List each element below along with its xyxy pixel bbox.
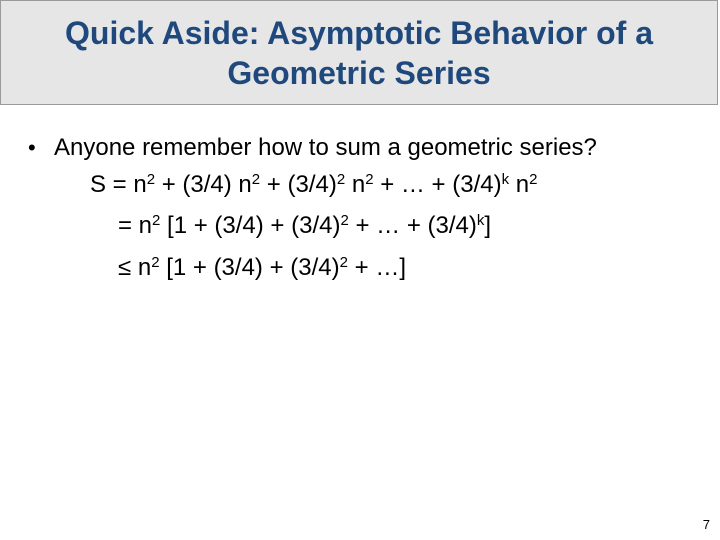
eq1-part-2: + (3/4) n <box>155 171 252 198</box>
eq3-part-1: ≤ n <box>118 254 152 281</box>
eq1-part-6: n <box>509 171 530 198</box>
eq1-part-4: n <box>345 171 366 198</box>
eq2-sup-3: k <box>476 211 485 229</box>
eq3-sup-2: 2 <box>339 253 348 271</box>
eq3-sup-1: 2 <box>151 253 160 271</box>
eq1-sup-2: 2 <box>251 170 261 188</box>
eq1-part-1: S = n <box>90 171 147 198</box>
equation-line-1 <box>90 170 537 200</box>
eq2-part-3: + … + (3/4) <box>348 212 477 239</box>
eq3-part-2: [1 + (3/4) + (3/4) <box>159 254 340 281</box>
eq1-sup-1: 2 <box>146 170 156 188</box>
eq2-part-1: = n <box>118 212 153 239</box>
eq1-part-3: + (3/4) <box>260 171 337 198</box>
eq2-sup-2: 2 <box>340 211 349 229</box>
eq1-part-5: + … + (3/4) <box>373 171 502 198</box>
eq2-sup-1: 2 <box>152 211 161 229</box>
equation-line-3 <box>118 253 406 283</box>
eq3-part-3: + …] <box>347 254 406 281</box>
bullet-text: Anyone remember how to sum a geometric series? <box>54 134 597 161</box>
bullet-dot-icon: • <box>28 135 36 160</box>
slide-title-line1: Quick Aside: Asymptotic Behavior of a <box>65 14 653 51</box>
slide-title-line2: Geometric Series <box>227 54 491 91</box>
eq1-sup-5: k <box>501 170 510 188</box>
eq2-part-4: ] <box>484 212 492 239</box>
eq1-sup-3: 2 <box>336 170 346 188</box>
eq2-part-2: [1 + (3/4) + (3/4) <box>160 212 341 239</box>
equation-line-2 <box>118 211 491 241</box>
eq1-sup-4: 2 <box>365 170 374 188</box>
bullet-item <box>28 134 597 162</box>
eq1-sup-6: 2 <box>529 170 538 188</box>
page-number: 7 <box>702 517 710 532</box>
